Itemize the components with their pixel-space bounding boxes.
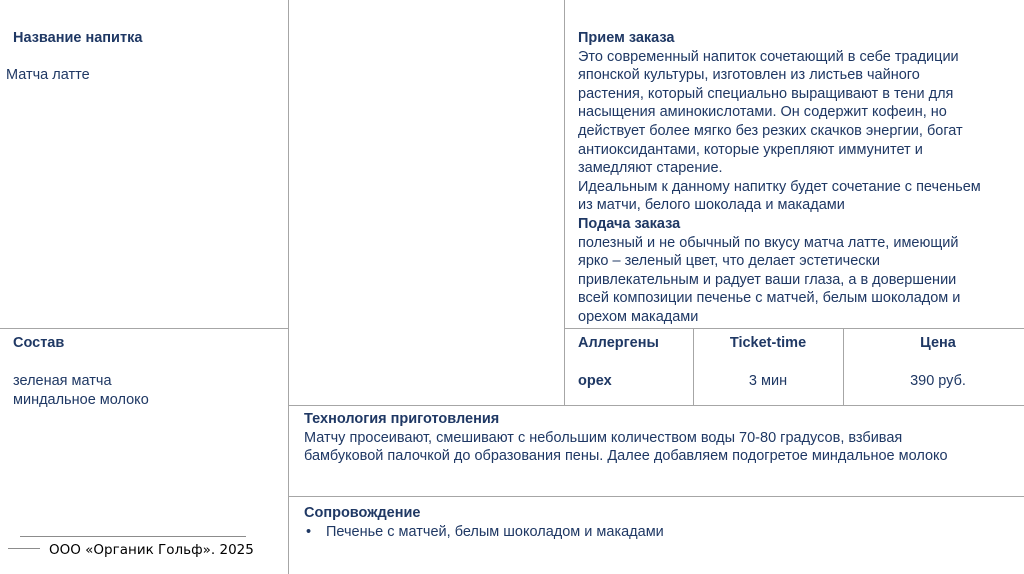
- list-item: [304, 523, 664, 542]
- accompaniment-section: [304, 504, 664, 541]
- accompaniment-list: [304, 523, 664, 542]
- footer-divider: [20, 536, 246, 537]
- grid-line: [288, 0, 289, 574]
- serving-line: привлекательным и радует ваши глаза, а в довершении: [578, 271, 957, 288]
- serving-line: полезный и не обычный по вкусу матча латте, имеющий: [578, 234, 959, 251]
- footer-copyright: ООО «Органик Гольф». 2025: [49, 542, 254, 558]
- serving-line: ярко – зеленый цвет, что делает эстетически: [578, 253, 880, 270]
- reception-line: Идеальным к данному напитку будет сочетание с печеньем: [578, 178, 981, 195]
- reception-line: действует более мягко без резких скачков энергии, богат: [578, 122, 963, 139]
- reception-line: японской культуры, изготовлен из листьев чайного: [578, 67, 920, 84]
- grid-line: [288, 405, 1024, 406]
- ticket-time-value: 3 мин: [748, 373, 788, 389]
- technology-section: [304, 410, 948, 466]
- reception-line: Это современный напиток сочетающий в себе традиции: [578, 48, 959, 65]
- reception-line: замедляют старение.: [578, 160, 723, 177]
- order-description: [578, 29, 981, 327]
- composition-item: миндальное молоко: [13, 391, 149, 408]
- grid-line: [0, 328, 288, 329]
- grid-line: [288, 496, 1024, 497]
- serving-line: орехом макадами: [578, 308, 699, 325]
- technology-line: бамбуковой палочкой до образования пены. Далее добавляем подогретое миндальное молоко: [304, 448, 948, 465]
- reception-line: насыщения аминокислотами. Он содержит кофеин, но: [578, 104, 947, 121]
- grid-line: [843, 328, 844, 405]
- reception-line: антиоксидантами, которые укрепляют иммунитет и: [578, 141, 923, 158]
- technology-title: Технология приготовления: [304, 411, 500, 427]
- reception-line: из матчи, белого шоколада и макадами: [578, 197, 845, 214]
- drink-name-value: Матча латте: [6, 67, 90, 83]
- technology-line: Матчу просеивают, смешивают с небольшим количеством воды 70-80 градусов, взбивая: [304, 429, 903, 446]
- accompaniment-item: Печенье с матчей, белым шоколадом и макадами: [326, 523, 664, 540]
- footer-divider: [8, 548, 40, 549]
- price-value: 390 руб.: [910, 373, 966, 389]
- reception-title: Прием заказа: [578, 30, 675, 46]
- drink-name-label: Название напитка: [13, 30, 143, 46]
- serving-line: всей композиции печенье с матчей, белым шоколадом и: [578, 290, 961, 307]
- grid-line: [564, 0, 565, 405]
- allergens-value: орех: [578, 373, 612, 389]
- reception-line: растения, который специально выращивают в тени для: [578, 85, 954, 102]
- allergens-label: Аллергены: [578, 335, 659, 351]
- composition-label: Состав: [13, 335, 65, 351]
- serving-title: Подача заказа: [578, 215, 681, 232]
- composition-list: [13, 372, 149, 409]
- grid-line: [564, 328, 1024, 329]
- accompaniment-title: Сопровождение: [304, 505, 421, 521]
- price-label: Цена: [920, 335, 956, 351]
- ticket-time-label: Ticket-time: [729, 335, 807, 351]
- bullet-icon: •: [306, 523, 312, 540]
- composition-item: зеленая матча: [13, 373, 112, 389]
